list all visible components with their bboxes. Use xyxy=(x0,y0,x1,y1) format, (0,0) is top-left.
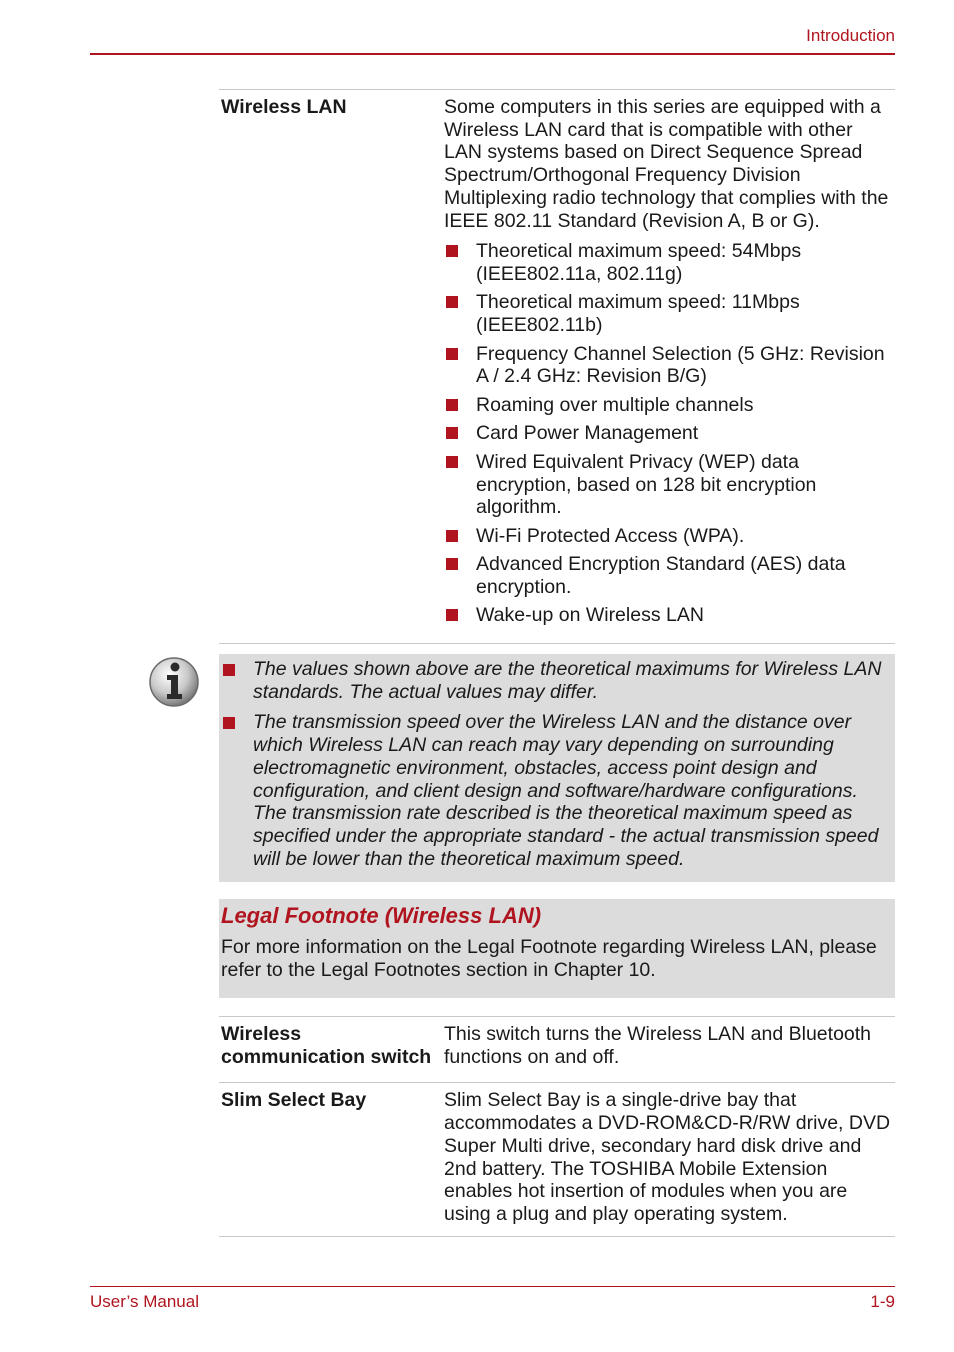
list-item: Frequency Channel Selection (5 GHz: Revision A / 2.4 GHz: Revision B/G) xyxy=(444,343,895,388)
header-section-title: Introduction xyxy=(806,26,895,45)
table-row xyxy=(219,1082,895,1236)
note-item: The values shown above are the theoretical maximums for Wireless LAN standards. The actual values may differ. xyxy=(219,658,895,703)
page-number: 1-9 xyxy=(870,1292,895,1311)
list-item: Theoretical maximum speed: 11Mbps (IEEE802.11b) xyxy=(444,291,895,336)
list-item: Wi-Fi Protected Access (WPA). xyxy=(444,525,895,548)
note-list xyxy=(219,658,895,870)
list-item: Wake-up on Wireless LAN xyxy=(444,604,895,627)
desc-wireless-switch: This switch turns the Wireless LAN and Bluetooth functions on and off. xyxy=(444,1023,872,1068)
note-item: The transmission speed over the Wireless LAN and the distance over which Wireless LAN can reach may vary depending on surrounding electromagnetic environment, obstacles, access point design and configuration, and client design and software/hardware configurations. The transmission rate described is the theoretical maximum speed as specified under the appropriate standard - the actual transmission speed will be lower than the theoretical maximum speed. xyxy=(219,711,895,870)
header-rule xyxy=(90,53,895,55)
term-wireless-lan: Wireless LAN xyxy=(221,96,347,118)
list-item: Theoretical maximum speed: 54Mbps (IEEE802.11a, 802.11g) xyxy=(444,240,895,285)
footer-rule xyxy=(90,1286,895,1287)
legal-footnote-box xyxy=(219,899,895,998)
desc-wireless-lan xyxy=(442,90,895,643)
legal-footnote-body: For more information on the Legal Footnote regarding Wireless LAN, please refer to the Legal Footnotes section in Chapter 10. xyxy=(221,936,877,981)
term-slim-select-bay: Slim Select Bay xyxy=(221,1089,367,1112)
term-wireless-switch: Wireless communication switch xyxy=(221,1023,432,1068)
note-box xyxy=(219,654,895,882)
legal-footnote-title: Legal Footnote (Wireless LAN) xyxy=(221,903,542,928)
spec-table-switch-bay xyxy=(219,1016,895,1237)
info-icon xyxy=(148,656,200,708)
spec-table-wireless-lan xyxy=(219,89,895,644)
list-item: Card Power Management xyxy=(444,422,895,445)
desc-slim-select-bay: Slim Select Bay is a single-drive bay that accommodates a DVD-ROM&CD-R/RW drive, DVD Super Multi drive, secondary hard disk drive and 2nd battery. The TOSHIBA Mobile Extension enables hot insertion of modules when you are using a plug and play operating system. xyxy=(444,1089,891,1225)
list-item: Advanced Encryption Standard (AES) data encryption. xyxy=(444,553,895,598)
desc-paragraph: Some computers in this series are equipped with a Wireless LAN card that is compatible with other LAN systems based on Direct Sequence Spread Spectrum/Orthogonal Frequency Division Multiplexing radio technology that complies with the IEEE 802.11 Standard (Revision A, B or G). xyxy=(444,96,889,232)
list-item: Roaming over multiple channels xyxy=(444,394,895,417)
footer-manual-title: User’s Manual xyxy=(90,1292,199,1311)
list-item: Wired Equivalent Privacy (WEP) data encryption, based on 128 bit encryption algorithm. xyxy=(444,451,895,519)
feature-list xyxy=(444,240,895,627)
table-row xyxy=(219,89,895,644)
table-row xyxy=(219,1016,895,1082)
